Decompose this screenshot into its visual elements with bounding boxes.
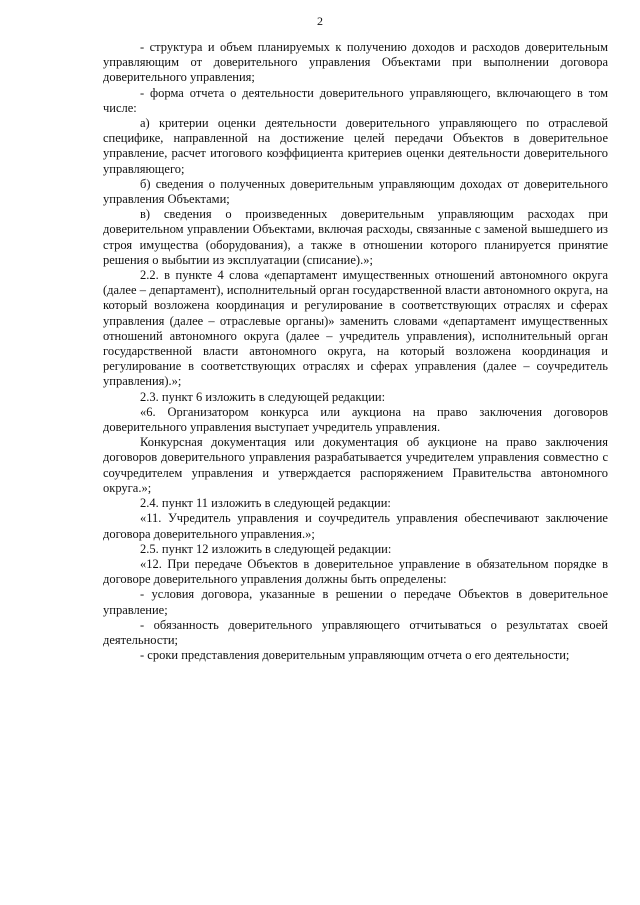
page-number: 2 (317, 14, 323, 28)
paragraph-documentation: Конкурсная документация или документация об аукционе на право заключения договоров доверительного управления разрабатывается учредителем управления совместно с соучредителем управления и утверждается распоряжением Правительства автономного округа.»; (103, 435, 608, 495)
paragraph-reporting-duty: - обязанность доверительного управляющего отчитываться о результатах своей деятельности; (103, 617, 608, 647)
paragraph-clause-2-5: 2.5. пункт 12 изложить в следующей редакции: (140, 541, 392, 556)
paragraph-structure: - структура и объем планируемых к получению доходов и расходов доверительным управляющим от доверительного управления Объектами при выполнении договора доверительного управления; (103, 40, 608, 85)
document-body (103, 40, 608, 663)
paragraph-contract-terms: - условия договора, указанные в решении о передаче Объектов в доверительное управление; (103, 587, 608, 617)
paragraph-item-12: «12. При передаче Объектов в доверительное управление в обязательном порядке в договоре доверительного управления должны быть определены: (103, 556, 608, 587)
paragraph-expenses: в) сведения о произведенных доверительным управляющим расходах при доверительном управлении Объектами, включая расходы, связанные с заменой вышедшего из строя имущества (оборудования), а также в отношении которого планируется принятие решения о выбытии из эксплуатации (списание).»; (103, 207, 608, 267)
paragraph-report-form: - форма отчета о деятельности доверительного управляющего, включающего в том числе: (103, 85, 608, 115)
paragraph-income: б) сведения о полученных доверительным управляющим доходах от доверительного управления Объектами; (103, 176, 608, 207)
paragraph-report-deadlines: - сроки представления доверительным управляющим отчета о его деятельности; (140, 648, 570, 663)
paragraph-clause-2-3: 2.3. пункт 6 изложить в следующей редакции: (140, 389, 386, 404)
paragraph-criteria: а) критерии оценки деятельности доверительного управляющего по отраслевой специфике, направленной на достижение целей передачи Объектов в доверительное управление, расчет итогового коэффициента критериев оценки деятельности доверительного управляющего; (103, 116, 608, 176)
paragraph-item-6: «6. Организатором конкурса или аукциона на право заключения договоров доверительного управления выступает учредитель управления. (103, 404, 608, 435)
paragraph-clause-2-4: 2.4. пункт 11 изложить в следующей редакции: (140, 496, 391, 511)
paragraph-item-11: «11. Учредитель управления и соучредитель управления обеспечивают заключение договора доверительного управления.»; (103, 511, 608, 541)
paragraph-clause-2-2: 2.2. в пункте 4 слова «департамент имущественных отношений автономного округа (далее – департамент), исполнительный орган государственной власти автономного округа, на который возложена координация и регулирование в соответствующих отраслях и сферах управления (далее – отраслевые органы)» заменить словами «департамент имущественных отношений автономного округа (далее – учредитель управления), исполнительный орган государственной власти автономного округа, на который возложена координация и регулирование в соответствующих отраслях и сферах управления (далее – соучредитель управления).»; (103, 268, 608, 389)
